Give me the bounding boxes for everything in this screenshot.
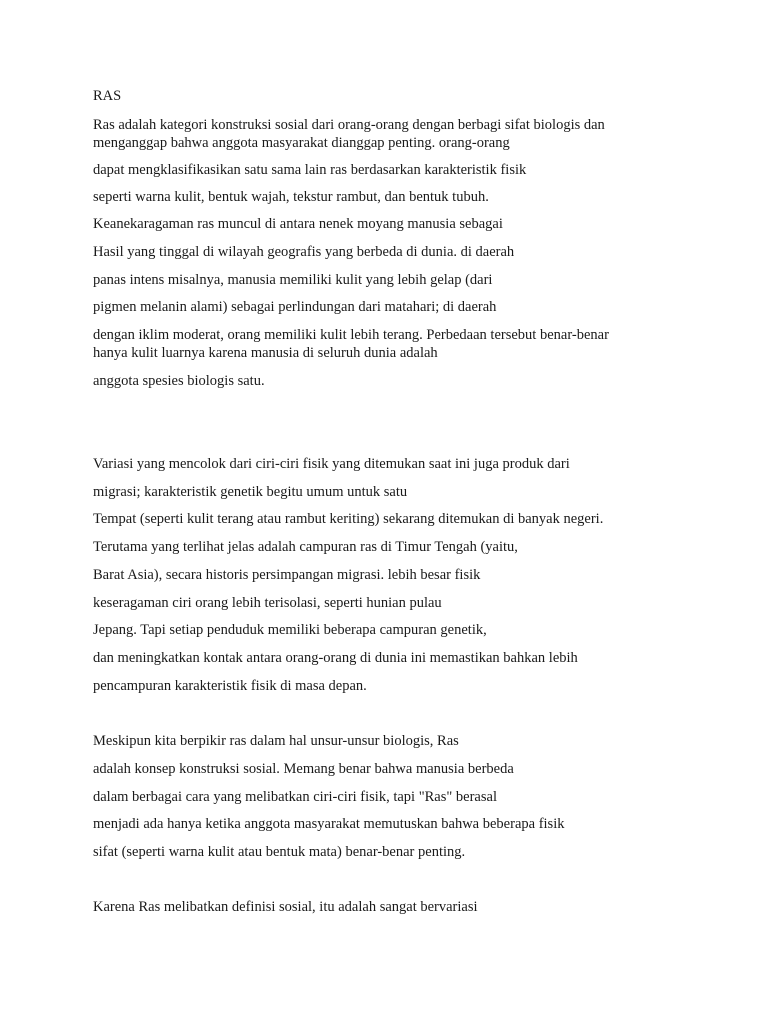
text-line: Variasi yang mencolok dari ciri-ciri fisik yang ditemukan saat ini juga produk dari xyxy=(93,456,570,472)
text-line: Karena Ras melibatkan definisi sosial, itu adalah sangat bervariasi xyxy=(93,899,478,915)
text-line: adalah konsep konstruksi sosial. Memang benar bahwa manusia berbeda xyxy=(93,761,514,777)
text-line: keseragaman ciri orang lebih terisolasi, seperti hunian pulau xyxy=(93,595,442,611)
text-line: panas intens misalnya, manusia memiliki kulit yang lebih gelap (dari xyxy=(93,272,493,288)
text-line: Tempat (seperti kulit terang atau rambut keriting) sekarang ditemukan di banyak negeri. xyxy=(93,511,604,527)
text-line: seperti warna kulit, bentuk wajah, tekstur rambut, dan bentuk tubuh. xyxy=(93,189,489,205)
text-line: menganggap bahwa anggota masyarakat dianggap penting. orang-orang xyxy=(93,135,510,151)
text-line: Barat Asia), secara historis persimpangan migrasi. lebih besar fisik xyxy=(93,567,481,583)
text-line: dapat mengklasifikasikan satu sama lain ras berdasarkan karakteristik fisik xyxy=(93,162,527,178)
text-line: Ras adalah kategori konstruksi sosial dari orang-orang dengan berbagi sifat biologis dan xyxy=(93,117,605,133)
text-line: sifat (seperti warna kulit atau bentuk mata) benar-benar penting. xyxy=(93,844,466,860)
text-line: Keanekaragaman ras muncul di antara nenek moyang manusia sebagai xyxy=(93,216,503,232)
text-line: dalam berbagai cara yang melibatkan ciri-ciri fisik, tapi "Ras" berasal xyxy=(93,789,497,805)
text-line: Meskipun kita berpikir ras dalam hal unsur-unsur biologis, Ras xyxy=(93,733,459,749)
text-line: dengan iklim moderat, orang memiliki kulit lebih terang. Perbedaan tersebut benar-benar xyxy=(93,327,609,343)
text-line: Jepang. Tapi setiap penduduk memiliki beberapa campuran genetik, xyxy=(93,622,487,638)
text-line: pigmen melanin alami) sebagai perlindungan dari matahari; di daerah xyxy=(93,299,497,315)
text-line: dan meningkatkan kontak antara orang-orang di dunia ini memastikan bahkan lebih xyxy=(93,650,578,666)
document-title: RAS xyxy=(93,88,122,104)
text-line: hanya kulit luarnya karena manusia di seluruh dunia adalah xyxy=(93,345,438,361)
text-line: pencampuran karakteristik fisik di masa depan. xyxy=(93,678,367,694)
text-line: Hasil yang tinggal di wilayah geografis yang berbeda di dunia. di daerah xyxy=(93,244,515,260)
text-line: Terutama yang terlihat jelas adalah campuran ras di Timur Tengah (yaitu, xyxy=(93,539,518,555)
text-line: anggota spesies biologis satu. xyxy=(93,373,265,389)
text-line: migrasi; karakteristik genetik begitu umum untuk satu xyxy=(93,484,408,500)
text-line: menjadi ada hanya ketika anggota masyarakat memutuskan bahwa beberapa fisik xyxy=(93,816,565,832)
